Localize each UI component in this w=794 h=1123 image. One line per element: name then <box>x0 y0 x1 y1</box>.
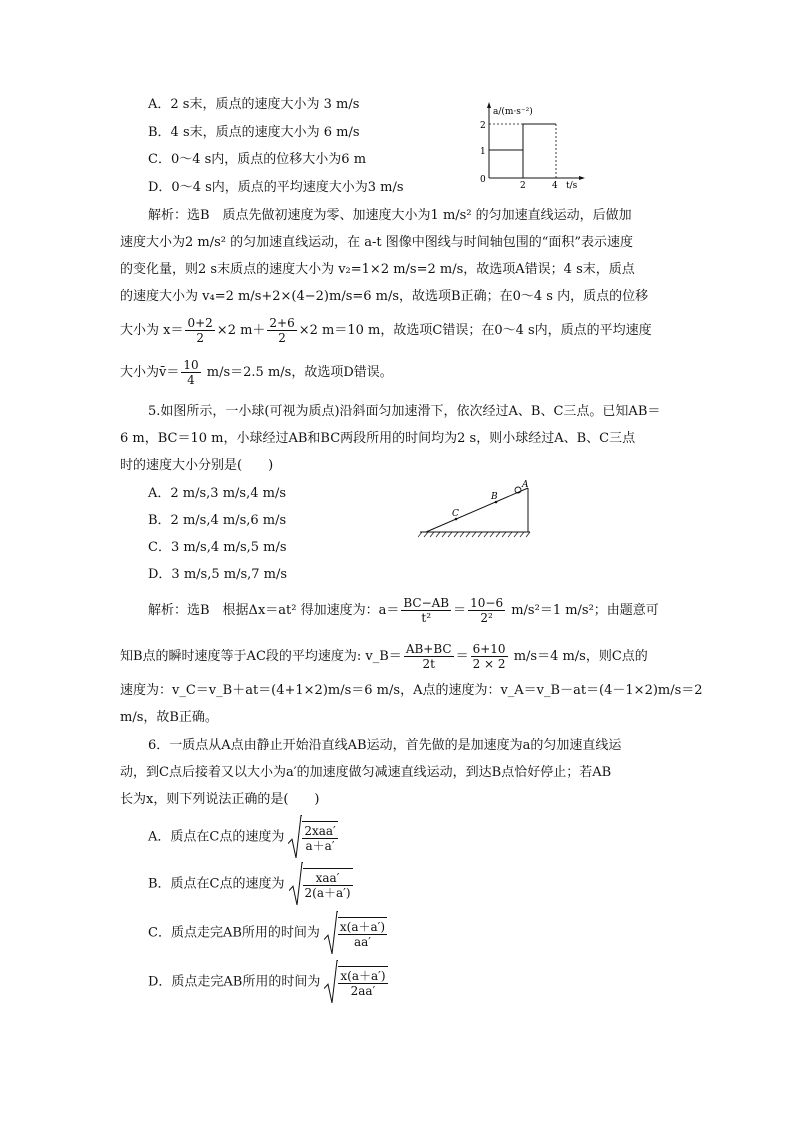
graph-x-axis-label: t/s <box>566 181 578 191</box>
fraction: $\frac{2+6}{2}$ <box>269 316 295 345</box>
q4-at-graph <box>472 100 592 195</box>
graph-y-tick-0: 0 <box>480 175 486 185</box>
q5-analysis-line2: 知B点的瞬时速度等于AC段的平均速度为: v_B＝ $\frac{AB+BC}{2t}$ ＝ $\frac{6+10}{2 \times 2}$ m/s＝4 m/s，则C点的 <box>120 642 648 671</box>
q5-stem-line: 5.如图所示，一小球(可视为质点)沿斜面匀加速滑下，依次经过A、B、C三点。已知AB＝ <box>148 404 661 419</box>
q5-stem-line: 6 m，BC＝10 m，小球经过AB和BC两段所用的时间均为2 s，则小球经过A、B、C三点 <box>120 431 636 446</box>
sqrt: $\frac{x(a+a')}{2aa'}$ <box>324 960 387 1004</box>
incline-label-b: B <box>491 492 498 502</box>
fraction: $\frac{10-6}{\text{2²}}$ <box>470 596 504 625</box>
q6-option-d: D．质点走完AB所用的时间为 $\frac{x(a+a')}{2aa'}$ <box>148 960 388 1004</box>
q5-option-a: A．2 m/s,3 m/s,4 m/s <box>148 486 286 501</box>
fraction: $\frac{0+2}{2}$ <box>187 316 213 345</box>
q4-analysis-line: 的速度大小为 v₄=2 m/s+2×(4−2)m/s=6 m/s，故选项B正确；在0～4 s 内，质点的位移 <box>120 289 649 304</box>
sqrt: $\frac{\text{2xaa′}}{a+a'}$ <box>288 815 337 859</box>
q5-option-c: C．3 m/s,4 m/s,5 m/s <box>148 540 287 555</box>
q5-option-b: B．2 m/s,4 m/s,6 m/s <box>148 513 287 528</box>
q6-stem-line: 长为x，则下列说法正确的是( ) <box>120 792 320 807</box>
sqrt: $\frac{\text{xaa′}}{2(a+a')}$ <box>289 862 353 906</box>
q5-incline-figure <box>418 478 536 540</box>
fraction: $\frac{BC-AB}{\text{t²}}$ <box>403 596 450 625</box>
q4-option-c: C．0～4 s内，质点的位移大小为6 m <box>148 152 367 167</box>
q6-option-a: A．质点在C点的速度为 $\frac{\text{2xaa′}}{a+a'}$ <box>148 815 338 859</box>
q4-option-b: B．4 s末，质点的速度大小为 6 m/s <box>148 125 360 140</box>
graph-x-tick-2: 2 <box>520 181 526 191</box>
sqrt: $\frac{x(a+a')}{aa'}$ <box>324 911 387 955</box>
q5-analysis-line1: 解析：选B 根据Δx＝at² 得加速度为：a＝ $\frac{BC-AB}{\text{t²}}$ ＝ $\frac{10-6}{\text{2²}}$ m/s²＝1 m/s²；由题意可 <box>148 596 659 625</box>
fraction: $\frac{AB+BC}{2t}$ <box>405 642 452 671</box>
q4-option-d: D．0～4 s内，质点的平均速度大小为3 m/s <box>148 180 404 195</box>
q5-analysis-line: m/s，故B正确。 <box>120 710 218 725</box>
q4-analysis-line: 的变化量，则2 s末质点的速度大小为 v₂=1×2 m/s=2 m/s，故选项A错误；4 s末，质点 <box>120 262 635 277</box>
q4-analysis-line: 解析：选B 质点先做初速度为零、加速度大小为1 m/s² 的匀加速直线运动，后做加 <box>148 208 632 223</box>
graph-y-tick-1: 1 <box>480 147 486 157</box>
graph-x-tick-4: 4 <box>552 181 558 191</box>
q5-analysis-line: 速度为：v_C＝v_B＋at＝(4+1×2)m/s＝6 m/s，A点的速度为：v_A＝v_B－at＝(4－1×2)m/s＝2 <box>120 683 703 698</box>
fraction: $\frac{10}{4}$ <box>183 358 199 387</box>
q5-stem-line: 时的速度大小分别是( ) <box>120 458 274 473</box>
q4-option-a: A．2 s末，质点的速度大小为 3 m/s <box>148 97 360 112</box>
q6-option-b: B．质点在C点的速度为 $\frac{\text{xaa′}}{2(a+a')}$ <box>148 862 353 906</box>
incline-label-c: C <box>452 509 459 519</box>
q6-option-c: C．质点走完AB所用的时间为 $\frac{x(a+a')}{aa'}$ <box>148 911 387 955</box>
q6-stem-line: 6．一质点从A点由静止开始沿直线AB运动，首先做的是加速度为a的匀加速直线运 <box>148 738 622 753</box>
fraction: $\frac{6+10}{2 \times 2}$ <box>472 642 506 671</box>
graph-y-axis-label: a/(m·s⁻²) <box>493 107 533 117</box>
q5-option-d: D．3 m/s,5 m/s,7 m/s <box>148 567 288 582</box>
incline-label-a: A <box>522 480 529 490</box>
q4-analysis-line: 速度大小为2 m/s² 的匀加速直线运动，在 a-t 图像中图线与时间轴包围的“面积”表示速度 <box>120 235 634 250</box>
q4-analysis-line6: 大小为v̄＝ $\frac{10}{4}$ m/s＝2.5 m/s，故选项D错误。 <box>120 358 393 387</box>
graph-y-tick-2: 2 <box>480 121 486 131</box>
q6-stem-line: 动，到C点后接着又以大小为a′的加速度做匀减速直线运动，到达B点恰好停止；若AB <box>120 765 612 780</box>
q4-analysis-line5: 大小为 x＝ $\frac{0+2}{2}$ ×2 m＋ $\frac{2+6}{2}$ ×2 m＝10 m，故选项C错误；在0～4 s内，质点的平均速度 <box>120 316 652 345</box>
